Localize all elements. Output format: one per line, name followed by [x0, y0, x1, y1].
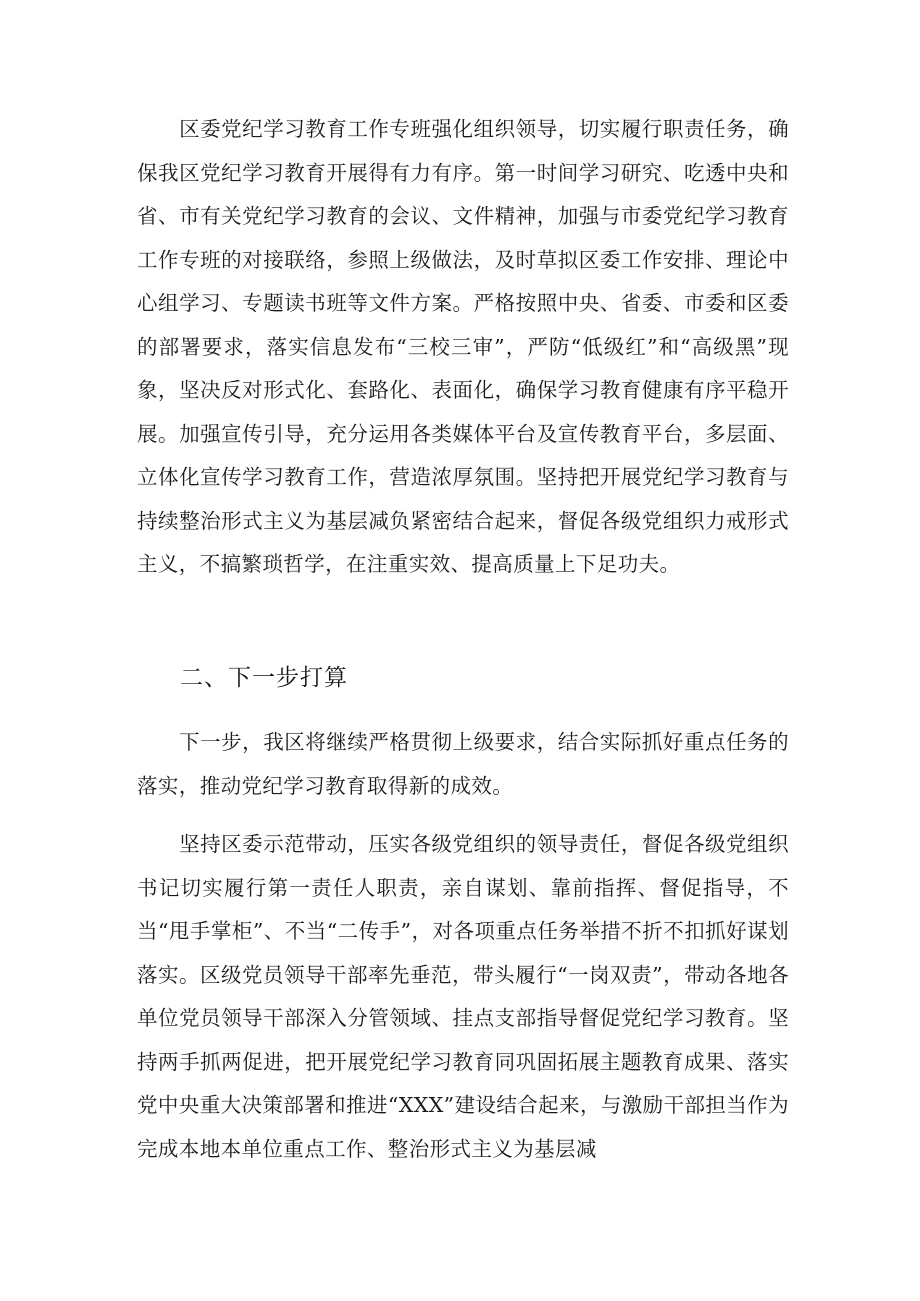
body-paragraph: 下一步，我区将继续严格贯彻上级要求，结合实际抓好重点任务的落实，推动党纪学习教育取得新的成效。 — [137, 730, 789, 798]
body-paragraph: 坚持区委示范带动，压实各级党组织的领导责任，督促各级党组织书记切实履行第一责任人职责，亲自谋划、靠前指挥、督促指导，不当“甩手掌柜”、不当“二传手”，对各项重点任务举措不折不扣抓好谋划落实。区级党员领导干部率先垂范，带头履行“一岗双责”，带动各地各单位党员领导干部深入分管领域、挂点支部指导督促党纪学习教育。坚持两手抓两促进，把开展党纪学习教育同巩固拓展主题教育成果、落实党中央重大决策部署和推进“XXX”建设结合起来，与激励干部担当作为完成本地本单位重点工作、整治形式主义为基层减 — [137, 832, 789, 1161]
body-paragraph: 区委党纪学习教育工作专班强化组织领导，切实履行职责任务，确保我区党纪学习教育开展得有力有序。第一时间学习研究、吃透中央和省、市有关党纪学习教育的会议、文件精神，加强与市委党纪学习教育工作专班的对接联络，参照上级做法，及时草拟区委工作安排、理论中心组学习、专题读书班等文件方案。严格按照中央、省委、市委和区委的部署要求，落实信息发布“三校三审”，严防“低级红”和“高级黑”现象，坚决反对形式化、套路化、表面化，确保学习教育健康有序平稳开展。加强宣传引导，充分运用各类媒体平台及宣传教育平台，多层面、立体化宣传学习教育工作，营造浓厚氛围。坚持把开展党纪学习教育与持续整治形式主义为基层减负紧密结合起来，督促各级党组织力戒形式主义，不搞繁琐哲学，在注重实效、提高质量上下足功夫。 — [137, 117, 789, 576]
section-heading: 二、下一步打算 — [180, 665, 348, 691]
